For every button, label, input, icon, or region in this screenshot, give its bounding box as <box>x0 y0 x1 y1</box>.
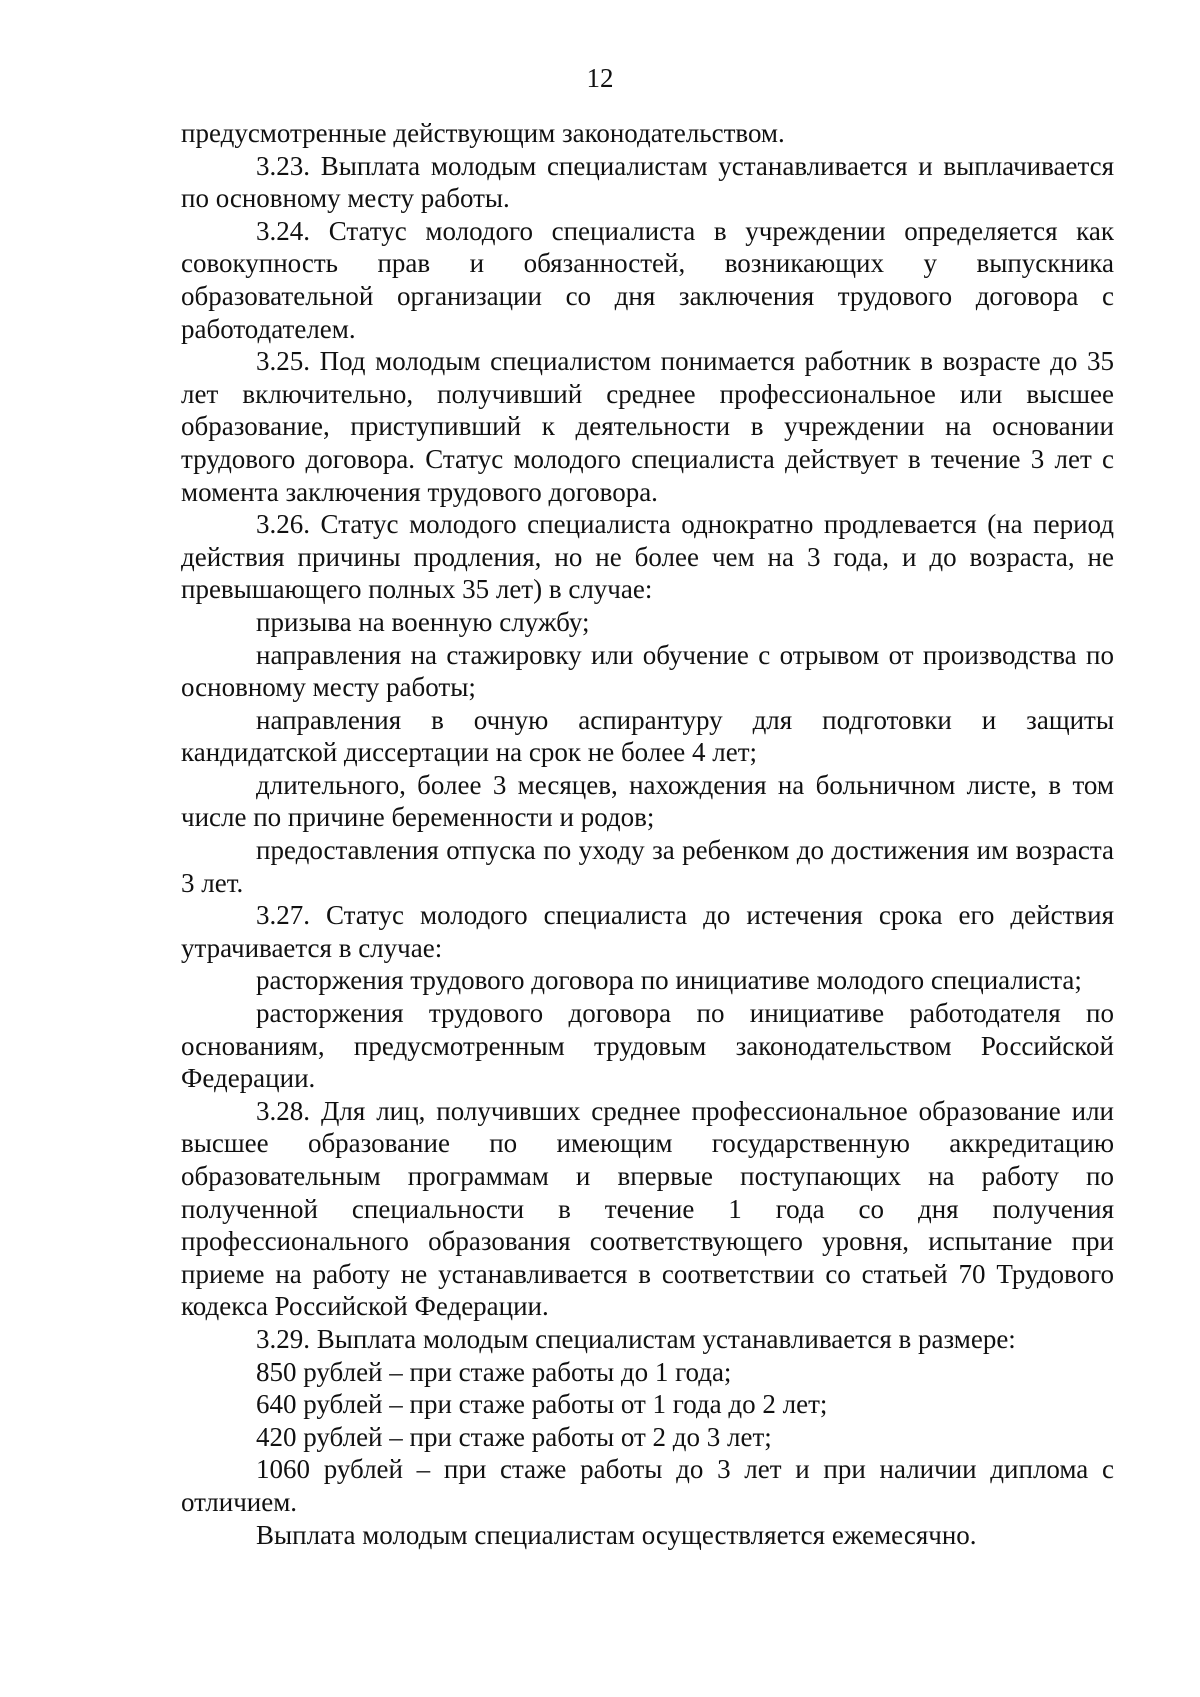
paragraph-3-25: 3.25. Под молодым специалистом понимается работник в возрасте до 35 лет включительно, получивший среднее профессиональное или высшее образование, приступивший к деятельности в учреждении на основании трудового договора. Статус молодого специалиста действует в течение 3 лет с момента заключения трудового договора. <box>181 346 1114 507</box>
list-item-employee-initiative: расторжения трудового договора по инициативе молодого специалиста; <box>256 965 1082 996</box>
page-number: 12 <box>586 63 614 93</box>
payment-tier-1060: 1060 рублей – при стаже работы до 3 лет и при наличии диплома с отличием. <box>181 1454 1114 1517</box>
paragraph-3-23: 3.23. Выплата молодым специалистам устанавливается и выплачивается по основному месту работы. <box>181 150 1114 214</box>
document-body <box>181 117 1114 1551</box>
payment-tier-850: 850 рублей – при стаже работы до 1 года; <box>256 1356 732 1387</box>
list-item-postgraduate: направления в очную аспирантуру для подготовки и защиты кандидатской диссертации на срок не более 4 лет; <box>181 704 1114 768</box>
paragraph-3-24: 3.24. Статус молодого специалиста в учреждении определяется как совокупность прав и обязанностей, возникающих у выпускника образовательной организации со дня заключения трудового договора с работодателем. <box>181 215 1114 344</box>
payment-tier-640: 640 рублей – при стаже работы от 1 года до 2 лет; <box>256 1389 828 1420</box>
list-item-military-service: призыва на военную службу; <box>256 606 590 637</box>
list-item-internship: направления на стажировку или обучение с отрывом от производства по основному месту работы; <box>181 639 1114 703</box>
paragraph-3-28: 3.28. Для лиц, получивших среднее профессиональное образование или высшее образование по имеющим государственную аккредитацию образовательным программам и впервые поступающих на работу по полученной специальности в течение 1 года со дня получения профессионального образования соответствующего уровня, испытание при приеме на работу не устанавливается в соответствии со статьей 70 Трудового кодекса Российской Федерации. <box>181 1095 1114 1322</box>
list-item-sick-leave: длительного, более 3 месяцев, нахождения на больничном листе, в том числе по причине беременности и родов; <box>181 769 1114 833</box>
paragraph-3-29: 3.29. Выплата молодым специалистам устанавливается в размере: <box>256 1323 1016 1354</box>
paragraph-3-27: 3.27. Статус молодого специалиста до истечения срока его действия утрачивается в случае: <box>181 900 1114 963</box>
paragraph-3-26: 3.26. Статус молодого специалиста однократно продлевается (на период действия причины продления, но не более чем на 3 года, и до возраста, не превышающего полных 35 лет) в случае: <box>181 509 1114 605</box>
paragraph-payment-monthly: Выплата молодым специалистам осуществляется ежемесячно. <box>256 1519 977 1550</box>
payment-tier-420: 420 рублей – при стаже работы от 2 до 3 лет; <box>256 1421 772 1452</box>
list-item-parental-leave: предоставления отпуска по уходу за ребенком до достижения им возраста 3 лет. <box>181 835 1114 898</box>
paragraph-continuation: предусмотренные действующим законодательством. <box>181 118 785 148</box>
list-item-employer-initiative: расторжения трудового договора по инициативе работодателя по основаниям, предусмотренным трудовым законодательством Российской Федерации. <box>181 998 1114 1094</box>
